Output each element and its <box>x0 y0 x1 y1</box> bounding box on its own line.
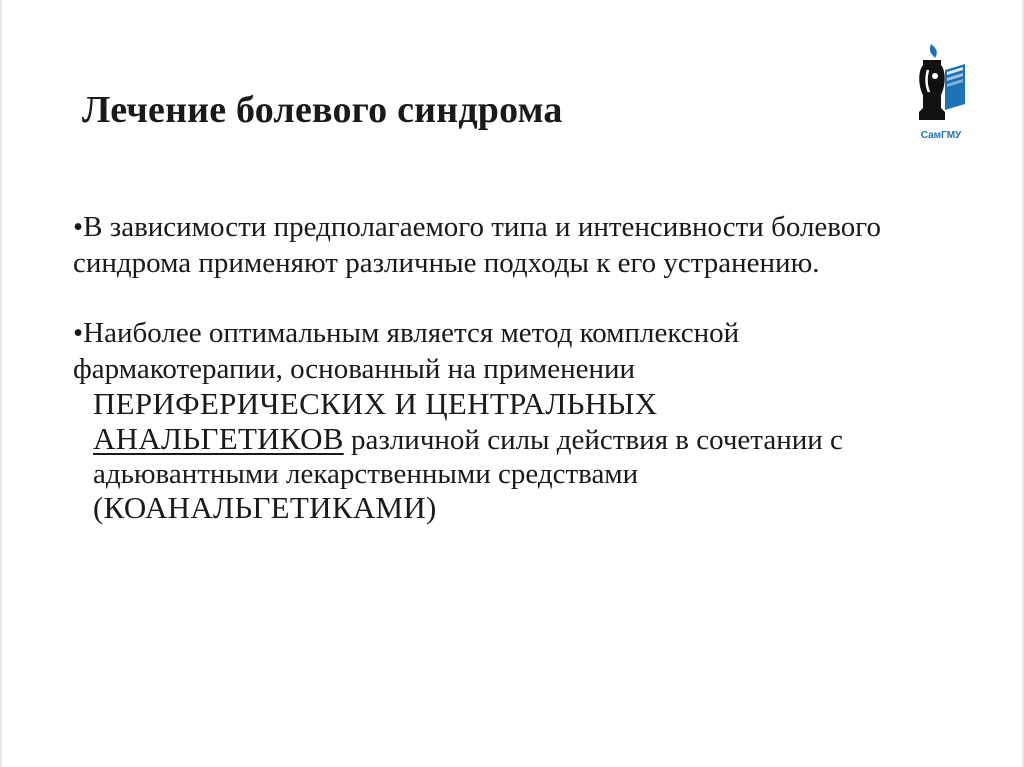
samgmu-logo-icon <box>910 40 972 148</box>
slide-title: Лечение болевого синдрома <box>82 89 563 131</box>
caps-phrase-line-2: АНАЛЬГЕТИКОВ <box>93 421 344 456</box>
slide-edge-left <box>0 0 2 767</box>
caps-phrase-line-1: ПЕРИФЕРИЧЕСКИХ И ЦЕНТРАЛЬНЫХ <box>93 386 658 421</box>
caps-phrase-end: (КОАНАЛЬГЕТИКАМИ) <box>93 490 437 525</box>
bullet-paragraph-2-continuation <box>73 387 953 526</box>
bullet-paragraph-2-intro: •Наиболее оптимальным является метод комплексной фармакотерапии, основанный на применении <box>73 317 740 385</box>
paragraph-2-rest: различной силы действия в сочетании с адьювантными лекарственными средствами <box>93 424 843 490</box>
logo-label: СамГМУ <box>920 130 962 141</box>
logo-graphic <box>910 40 972 130</box>
slide-body <box>73 209 953 526</box>
bullet-paragraph-1: •В зависимости предполагаемого типа и интенсивности болевого синдрома применяют различные подходы к его устранению. <box>73 211 881 279</box>
